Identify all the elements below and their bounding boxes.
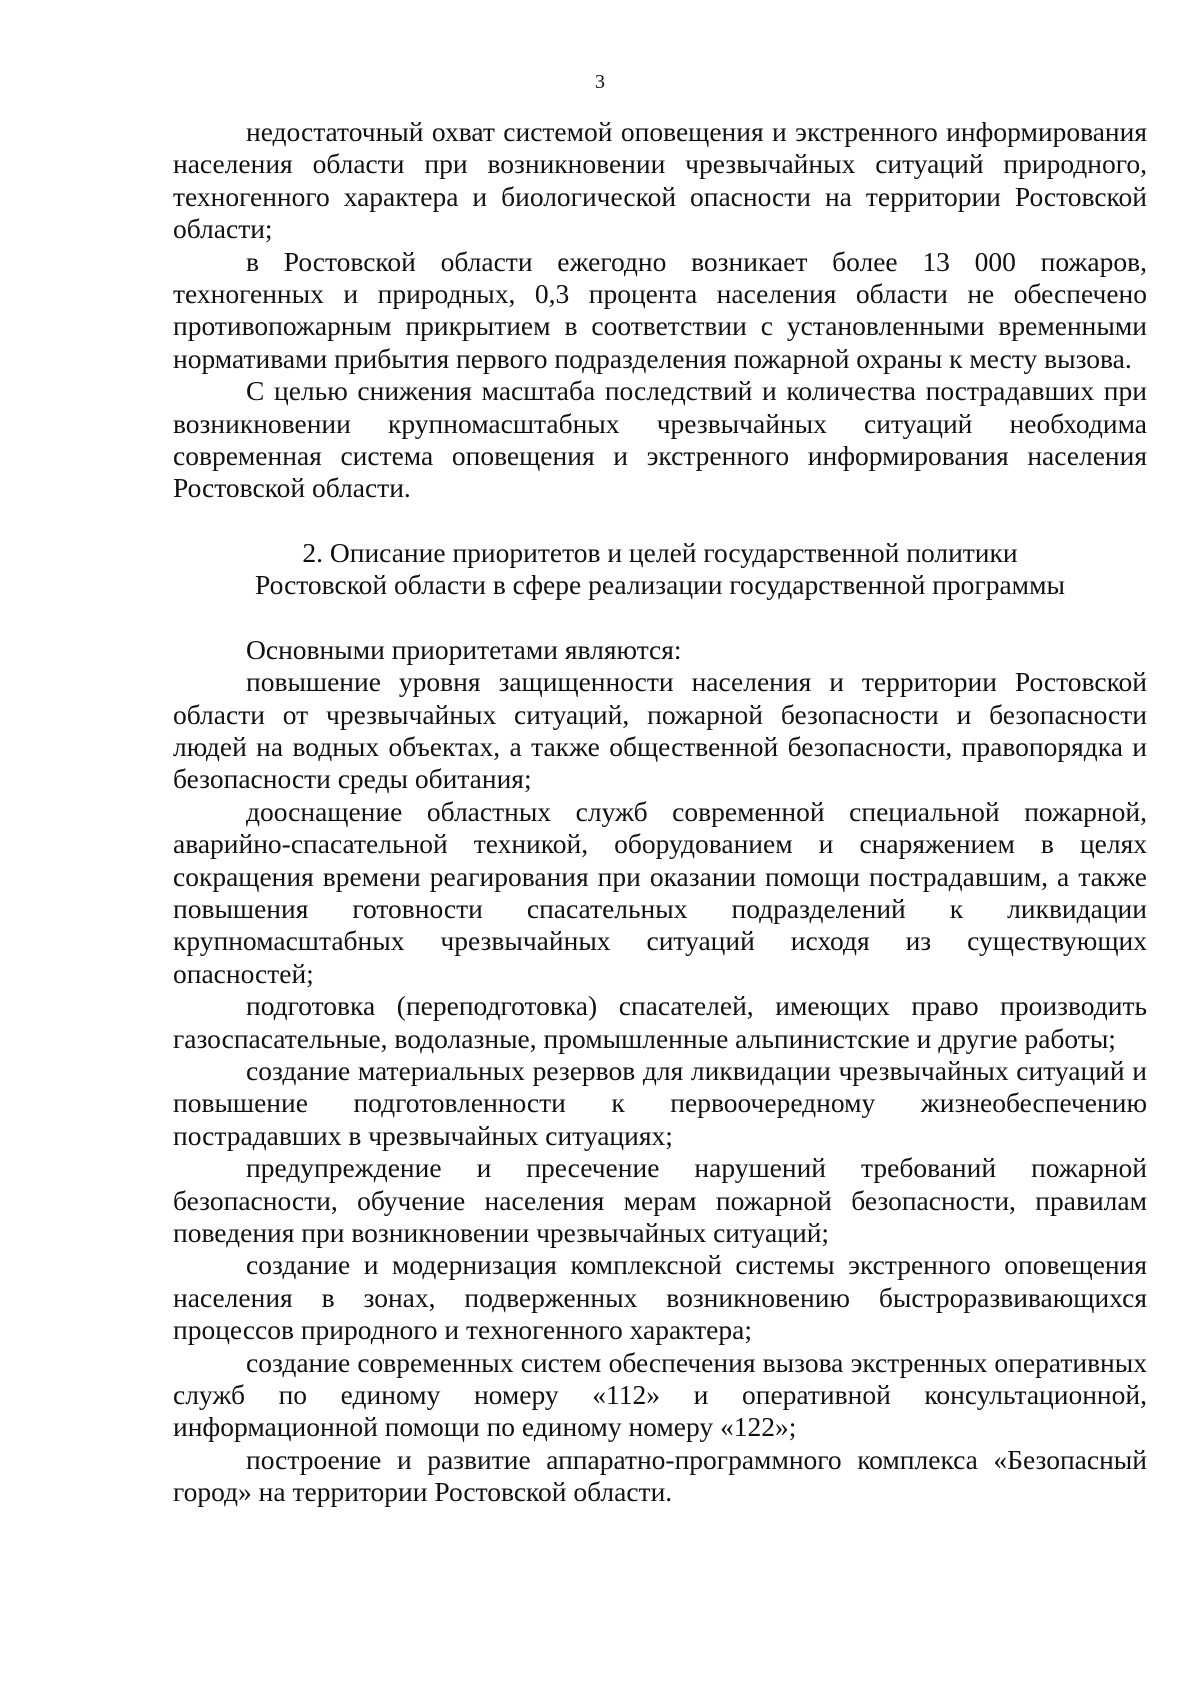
intro-paragraph: С целью снижения масштаба последствий и количества пострадавших при возникновении крупномасштабных чрезвычайных ситуаций необходима современная система оповещения и экстренного информирования населения Ростовской области. (173, 375, 1147, 504)
priority-item: создание материальных резервов для ликвидации чрезвычайных ситуаций и повышение подготовленности к первоочередному жизнеобеспечению пострадавших в чрезвычайных ситуациях; (173, 1054, 1147, 1151)
section-heading-line-2: Ростовской области в сфере реализации государственной программы (255, 569, 1065, 601)
priority-item: предупреждение и пресечение нарушений требований пожарной безопасности, обучение населения мерам пожарной безопасности, правилам поведения при возникновении чрезвычайных ситуаций; (173, 1152, 1147, 1248)
page-number: 3 (595, 71, 605, 93)
section-heading-line-1: 2. Описание приоритетов и целей государственной политики (302, 536, 1018, 568)
priority-item: создание современных систем обеспечения вызова экстренных оперативных служб по единому номеру «112» и оперативной консультационной, информационной помощи по единому номеру «122»; (173, 1346, 1147, 1443)
priority-item: построение и развитие аппаратно-программного комплекса «Безопасный город» на территории Ростовской области. (173, 1443, 1147, 1508)
spacer (173, 602, 1147, 634)
priority-item: создание и модернизация комплексной системы экстренного оповещения населения в зонах, подверженных возникновению быстроразвивающихся процессов природного и техногенного характера; (173, 1249, 1147, 1346)
priority-item: подготовка (переподготовка) спасателей, имеющих право производить газоспасательные, водолазные, промышленные альпинистские и другие работы; (173, 990, 1147, 1054)
priority-item: дооснащение областных служб современной специальной пожарной, аварийно-спасательной техникой, оборудованием и снаряжением в целях сокращения времени реагирования при оказании помощи пострадавшим, а также повышения готовности спасательных подразделений к ликвидации крупномасштабных чрезвычайных ситуаций исходя из существующих опасностей; (173, 795, 1147, 989)
priorities-lead: Основными приоритетами являются: (246, 633, 682, 665)
priority-item: повышение уровня защищенности населения и территории Ростовской области от чрезвычайных ситуаций, пожарной безопасности и безопасности людей на водных объектах, а также общественной безопасности, правопорядка и безопасности среды обитания; (173, 666, 1147, 795)
intro-paragraph: в Ростовской области ежегодно возникает более 13 000 пожаров, техногенных и природных, 0,3 процента населения области не обеспечено противопожарным прикрытием в соответствии с установленными временными нормативами прибытия первого подразделения пожарной охраны к месту вызова. (173, 245, 1147, 374)
document-body (173, 116, 1147, 1509)
spacer (173, 505, 1147, 537)
intro-paragraph: недостаточный охват системой оповещения и экстренного информирования населения области при возникновении чрезвычайных ситуаций природного, техногенного характера и биологической опасности на территории Ростовской области; (173, 116, 1147, 245)
